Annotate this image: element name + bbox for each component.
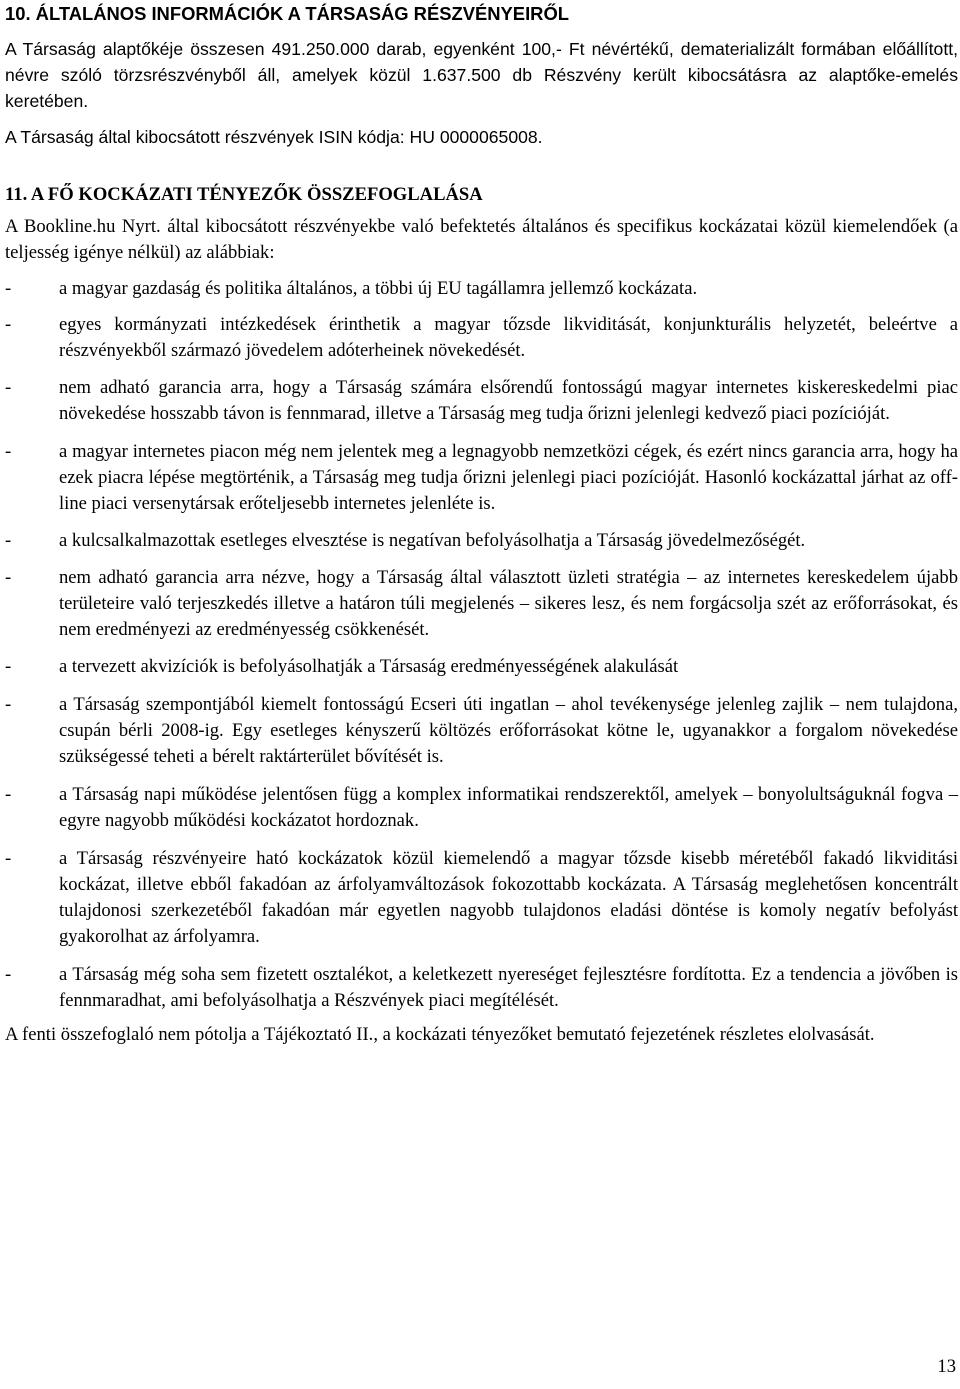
page-number: 13 — [937, 1356, 956, 1377]
risk-text: a Társaság részvényeire ható kockázatok közül kiemelendő a magyar tőzsde kisebb méretéből fakadó likviditási kockázat, illetve ebből fakadóan az árfolyamváltozások fokozottabb kockázata. A Társaság meglehetősen koncentrált tulajdonosi szerkezetéből fakadóan már egyetlen nagyobb tulajdonos eladási döntése is komoly negatív befolyást gyakorolhat az árfolyamra. — [59, 848, 958, 947]
bullet-dash: - — [5, 567, 12, 588]
isin-paragraph: A Társaság által kibocsátott részvények ISIN kódja: HU 0000065008. — [5, 127, 543, 147]
risk-item — [5, 692, 958, 770]
section-11-heading: 11. A FŐ KOCKÁZATI TÉNYEZŐK ÖSSZEFOGLALÁSA — [5, 184, 483, 205]
risk-intro-paragraph: A Bookline.hu Nyrt. által kibocsátott részvényekbe való befektetés általános és specifikus kockázatai közül kiemelendőek (a teljesség igénye nélkül) az alábbiak: — [5, 216, 958, 263]
risk-text: a Társaság szempontjából kiemelt fontosságú Ecseri úti ingatlan – ahol tevékenysége jelenleg zajlik – nem tulajdona, csupán bérli 2008-ig. Egy esetleges kényszerű költözés erőforrásokat kötne le, ugyanakkor a forgalom növekedése szükségessé teheti a bérelt raktárterület bővítését is. — [59, 694, 958, 767]
risk-text: nem adható garancia arra, hogy a Társaság számára elsőrendű fontosságú magyar internetes kiskereskedelmi piac növekedése hosszabb távon is fennmarad, illetve a Társaság meg tudja őrizni jelenlegi kedvező piaci pozícióját. — [59, 377, 958, 424]
section-10-heading: 10. ÁLTALÁNOS INFORMÁCIÓK A TÁRSASÁG RÉSZVÉNYEIRŐL — [5, 3, 570, 24]
bullet-dash: - — [5, 784, 12, 805]
bullet-dash: - — [5, 656, 12, 677]
risk-text: a Társaság napi működése jelentősen függ a komplex informatikai rendszerektől, amelyek – bonyolultságuknál fogva – egyre nagyobb működési kockázatot hordoznak. — [59, 784, 958, 831]
bullet-dash: - — [5, 964, 12, 985]
risk-text: a tervezett akvizíciók is befolyásolhatják a Társaság eredményességének alakulását — [59, 656, 679, 677]
risk-item — [5, 375, 958, 427]
risk-text: nem adható garancia arra nézve, hogy a Társaság által választott üzleti stratégia – az internetes kereskedelem újabb területeire való terjeszkedés illetve a határon túli megjelenés – sikeres lesz, és nem forgácsolja szét az erőforrásokat, és nem eredményezi az eredményesség csökkenését. — [59, 567, 958, 640]
closing-paragraph: A fenti összefoglaló nem pótolja a Tájékoztató II., a kockázati tényezőket bemutató fejezetének részletes elolvasását. — [5, 1024, 875, 1045]
bullet-dash: - — [5, 278, 12, 299]
risk-item — [5, 528, 958, 554]
risk-item — [5, 782, 958, 834]
risk-text: a magyar internetes piacon még nem jelentek meg a legnagyobb nemzetközi cégek, és ezért nincs garancia arra, hogy ha ezek piacra lépése megtörténik, a Társaság meg tudja őrizni jelenlegi piaci pozícióját. Hasonló kockázattal járhat az off-line piaci versenytársak erőteljesebb internetes jelenléte is. — [59, 441, 958, 514]
risk-item — [5, 276, 958, 302]
risk-text: egyes kormányzati intézkedések érinthetik a magyar tőzsde likviditását, konjunkturális helyzetét, beleértve a részvényekből származó jövedelem adóterheinek növekedését. — [59, 314, 958, 361]
risk-item — [5, 654, 958, 680]
risk-item — [5, 439, 958, 517]
bullet-dash: - — [5, 694, 12, 715]
risk-text: a magyar gazdaság és politika általános, a többi új EU tagállamra jellemző kockázata. — [59, 278, 698, 299]
risk-item — [5, 962, 958, 1014]
bullet-dash: - — [5, 314, 12, 335]
risk-item — [5, 312, 958, 364]
bullet-dash: - — [5, 441, 12, 462]
share-capital-paragraph: A Társaság alaptőkéje összesen 491.250.000 darab, egyenként 100,- Ft névértékű, dematerializált formában előállított, névre szóló törzsrészvényből áll, amelyek közül 1.637.500 db Részvény került kibocsátásra az alaptőke-emelés keretében. — [5, 39, 958, 111]
bullet-dash: - — [5, 848, 12, 869]
document-page — [5, 0, 958, 1048]
bullet-dash: - — [5, 377, 12, 398]
risk-text: a kulcsalkalmazottak esetleges elvesztése is negatívan befolyásolhatja a Társaság jövedelmezőségét. — [59, 530, 806, 551]
risk-list — [5, 276, 958, 1014]
risk-item — [5, 565, 958, 643]
risk-item — [5, 846, 958, 950]
bullet-dash: - — [5, 530, 12, 551]
risk-text: a Társaság még soha sem fizetett osztalékot, a keletkezett nyereséget fejlesztésre fordította. Ez a tendencia a jövőben is fennmaradhat, ami befolyásolhatja a Részvények piaci megítélését. — [59, 964, 958, 1011]
